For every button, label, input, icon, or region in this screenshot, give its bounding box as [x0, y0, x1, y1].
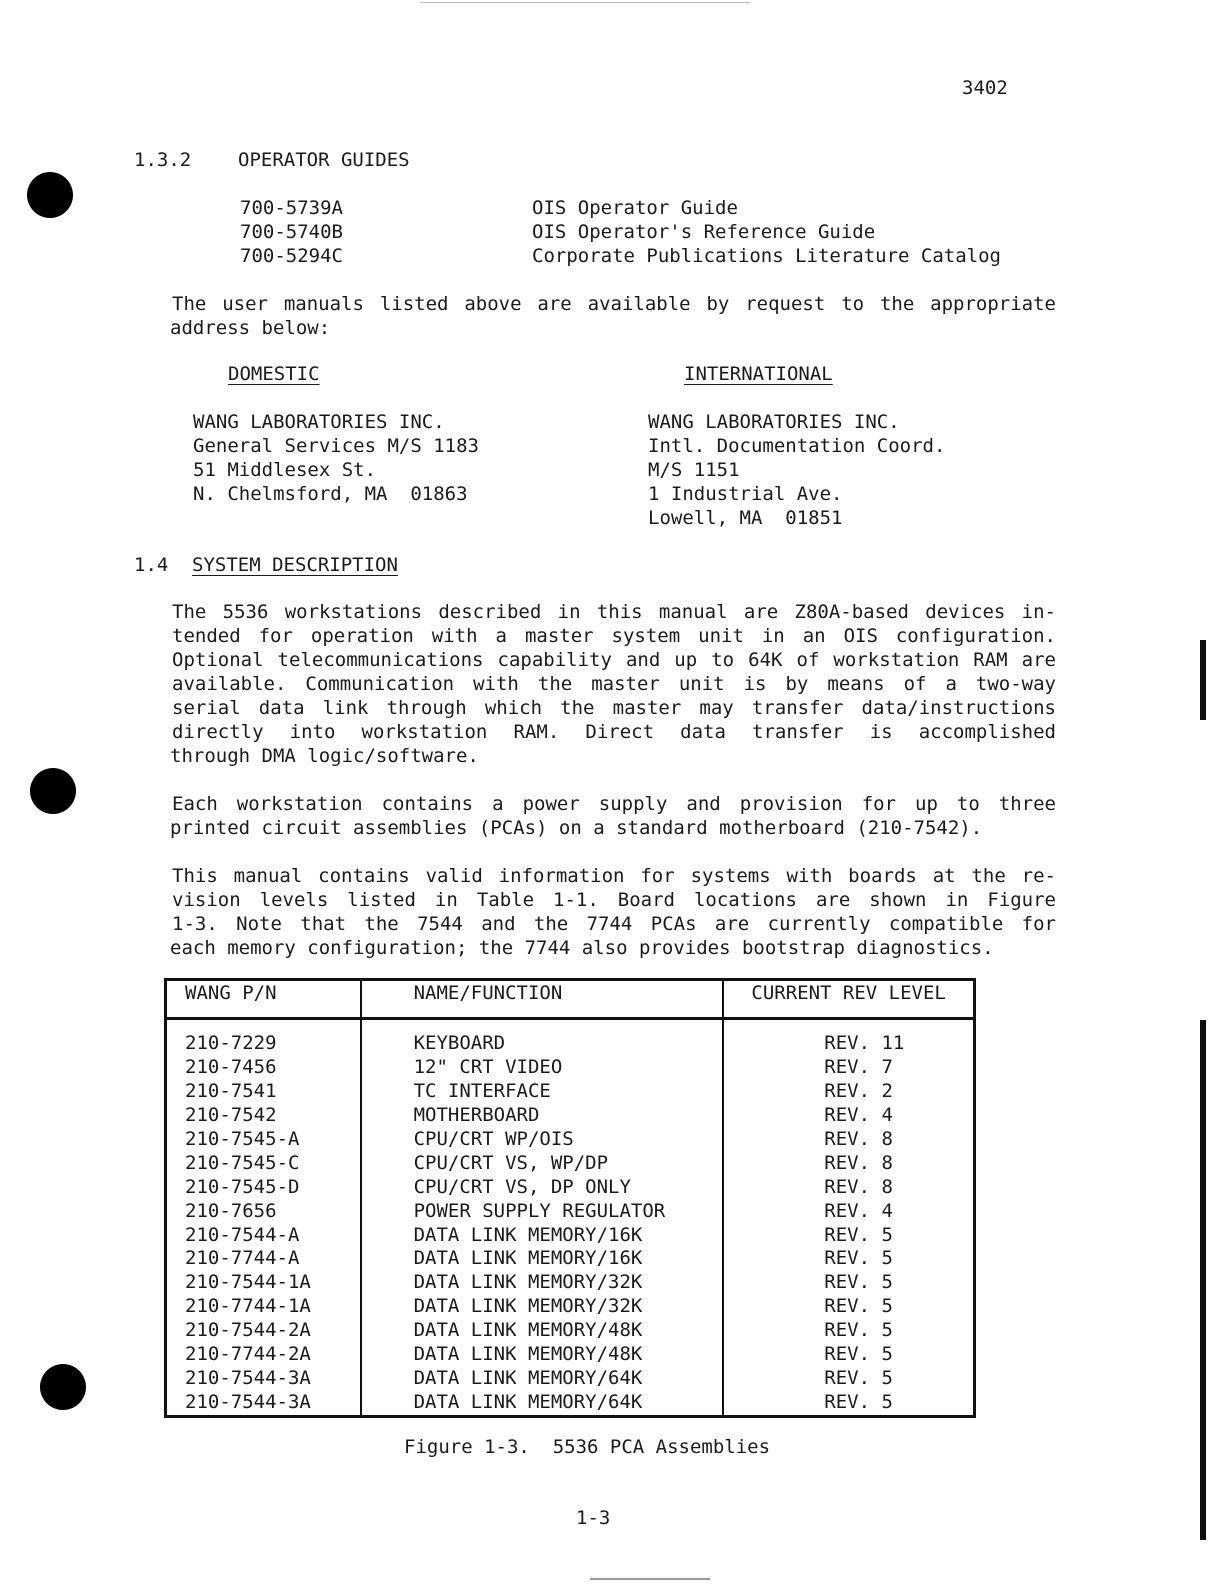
table-row — [166, 1200, 975, 1224]
cell-name-function: DATA LINK MEMORY/64K — [361, 1391, 724, 1417]
table-body — [166, 1019, 975, 1417]
cell-part-number: 210-7744-2A — [166, 1343, 361, 1367]
punch-hole-bottom — [40, 1364, 86, 1410]
international-address-line: M/S 1151 — [648, 459, 740, 481]
cell-rev-level: REV. 5 — [723, 1271, 974, 1295]
scan-top-rule — [420, 2, 750, 3]
international-heading: INTERNATIONAL — [684, 363, 833, 385]
manuals-note-line: address below: — [170, 317, 331, 339]
cell-name-function: CPU/CRT VS, WP/DP — [361, 1152, 724, 1176]
table-row — [166, 1271, 975, 1295]
international-address-line: Intl. Documentation Coord. — [648, 435, 946, 457]
cell-rev-level: REV. 5 — [723, 1295, 974, 1319]
cell-rev-level: REV. 5 — [723, 1343, 974, 1367]
international-address-line: Lowell, MA 01851 — [648, 507, 843, 529]
section-heading-system-description: SYSTEM DESCRIPTION — [192, 554, 398, 576]
table-row — [166, 1080, 975, 1104]
cell-name-function: POWER SUPPLY REGULATOR — [361, 1200, 724, 1224]
punch-hole-middle — [30, 768, 76, 814]
cell-part-number: 210-7456 — [166, 1056, 361, 1080]
table-header-row — [166, 980, 975, 1019]
table-row — [166, 1056, 975, 1080]
cell-rev-level: REV. 2 — [723, 1080, 974, 1104]
cell-rev-level: REV. 5 — [723, 1319, 974, 1343]
cell-name-function: DATA LINK MEMORY/32K — [361, 1271, 724, 1295]
domestic-heading: DOMESTIC — [228, 363, 320, 385]
cell-part-number: 210-7541 — [166, 1080, 361, 1104]
cell-rev-level: REV. 8 — [723, 1176, 974, 1200]
manuals-note-line: The user manuals listed above are available by request to the appropriate — [172, 293, 1056, 315]
cell-part-number: 210-7744-A — [166, 1247, 361, 1271]
cell-rev-level: REV. 4 — [723, 1104, 974, 1128]
guide-part-number: 700-5739A — [240, 197, 343, 219]
cell-rev-level: REV. 8 — [723, 1128, 974, 1152]
cell-name-function: CPU/CRT VS, DP ONLY — [361, 1176, 724, 1200]
table-row — [166, 1391, 975, 1417]
cell-part-number: 210-7545-C — [166, 1152, 361, 1176]
table-row — [166, 1247, 975, 1271]
paragraph-line: tended for operation with a master system unit in an OIS configuration. — [172, 625, 1056, 647]
scan-edge-mark — [1200, 640, 1206, 720]
cell-rev-level: REV. 5 — [723, 1247, 974, 1271]
cell-part-number: 210-7545-A — [166, 1128, 361, 1152]
cell-part-number: 210-7545-D — [166, 1176, 361, 1200]
table-row — [166, 1128, 975, 1152]
paragraph-line: vision levels listed in Table 1-1. Board locations are shown in Figure — [172, 889, 1056, 911]
paragraph-line: printed circuit assemblies (PCAs) on a standard motherboard (210-7542). — [170, 817, 983, 839]
cell-part-number: 210-7544-2A — [166, 1319, 361, 1343]
paragraph-line: each memory configuration; the 7744 also provides bootstrap diagnostics. — [170, 937, 994, 959]
paragraph-line: This manual contains valid information for systems with boards at the re- — [172, 865, 1056, 887]
scan-edge-bar — [1200, 1020, 1206, 1540]
paragraph-line: through DMA logic/software. — [170, 745, 479, 767]
cell-name-function: DATA LINK MEMORY/16K — [361, 1247, 724, 1271]
pca-assemblies-table — [164, 978, 976, 1418]
paragraph-line: directly into workstation RAM. Direct data transfer is accomplished — [172, 721, 1056, 743]
table-row — [166, 1367, 975, 1391]
paragraph-line: serial data link through which the master may transfer data/instructions — [172, 697, 1056, 719]
section-number-1-4: 1.4 — [134, 554, 169, 576]
international-address-line: WANG LABORATORIES INC. — [648, 411, 900, 433]
cell-rev-level: REV. 5 — [723, 1224, 974, 1248]
domestic-address-line: 51 Middlesex St. — [193, 459, 377, 481]
guide-title: Corporate Publications Literature Catalog — [532, 245, 1001, 267]
cell-rev-level: REV. 11 — [723, 1019, 974, 1057]
paragraph-line: 1-3. Note that the 7544 and the 7744 PCAs are currently compatible for — [172, 913, 1056, 935]
column-header-rev-level: CURRENT REV LEVEL — [723, 980, 974, 1019]
cell-part-number: 210-7544-A — [166, 1224, 361, 1248]
cell-part-number: 210-7544-1A — [166, 1271, 361, 1295]
guide-title: OIS Operator Guide — [532, 197, 738, 219]
paragraph-line: The 5536 workstations described in this manual are Z80A-based devices in- — [172, 601, 1056, 623]
scan-bottom-rule — [590, 1578, 710, 1580]
figure-caption: Figure 1-3. 5536 PCA Assemblies — [404, 1436, 771, 1458]
cell-part-number: 210-7229 — [166, 1019, 361, 1057]
paragraph-line: Optional telecommunications capability and up to 64K of workstation RAM are — [172, 649, 1056, 671]
table-row — [166, 1019, 975, 1057]
domestic-address-line: WANG LABORATORIES INC. — [193, 411, 445, 433]
page-number-bottom: 1-3 — [576, 1507, 611, 1529]
cell-name-function: DATA LINK MEMORY/48K — [361, 1319, 724, 1343]
punch-hole-top — [27, 172, 73, 218]
cell-rev-level: REV. 4 — [723, 1200, 974, 1224]
table-row — [166, 1104, 975, 1128]
domestic-address-line: N. Chelmsford, MA 01863 — [193, 483, 468, 505]
paragraph-line: Each workstation contains a power supply and provision for up to three — [172, 793, 1056, 815]
paragraph-line: available. Communication with the master unit is by means of a two-way — [172, 673, 1056, 695]
cell-name-function: CPU/CRT WP/OIS — [361, 1128, 724, 1152]
section-heading-operator-guides: OPERATOR GUIDES — [238, 149, 410, 171]
cell-rev-level: REV. 5 — [723, 1367, 974, 1391]
international-address-line: 1 Industrial Ave. — [648, 483, 843, 505]
table-row — [166, 1224, 975, 1248]
cell-name-function: DATA LINK MEMORY/16K — [361, 1224, 724, 1248]
cell-name-function: 12" CRT VIDEO — [361, 1056, 724, 1080]
cell-part-number: 210-7544-3A — [166, 1367, 361, 1391]
column-header-part-number: WANG P/N — [166, 980, 361, 1019]
cell-part-number: 210-7656 — [166, 1200, 361, 1224]
guide-title: OIS Operator's Reference Guide — [532, 221, 876, 243]
guide-part-number: 700-5294C — [240, 245, 343, 267]
cell-rev-level: REV. 5 — [723, 1391, 974, 1417]
cell-rev-level: REV. 8 — [723, 1152, 974, 1176]
cell-name-function: TC INTERFACE — [361, 1080, 724, 1104]
cell-name-function: DATA LINK MEMORY/48K — [361, 1343, 724, 1367]
cell-name-function: MOTHERBOARD — [361, 1104, 724, 1128]
table-row — [166, 1176, 975, 1200]
column-header-name-function: NAME/FUNCTION — [361, 980, 724, 1019]
table-row — [166, 1319, 975, 1343]
section-number-1-3-2: 1.3.2 — [134, 149, 192, 171]
cell-rev-level: REV. 7 — [723, 1056, 974, 1080]
table-row — [166, 1343, 975, 1367]
cell-name-function: DATA LINK MEMORY/64K — [361, 1367, 724, 1391]
table-row — [166, 1152, 975, 1176]
guide-part-number: 700-5740B — [240, 221, 343, 243]
table-row — [166, 1295, 975, 1319]
cell-part-number: 210-7744-1A — [166, 1295, 361, 1319]
cell-name-function: KEYBOARD — [361, 1019, 724, 1057]
cell-part-number: 210-7542 — [166, 1104, 361, 1128]
cell-name-function: DATA LINK MEMORY/32K — [361, 1295, 724, 1319]
domestic-address-line: General Services M/S 1183 — [193, 435, 479, 457]
cell-part-number: 210-7544-3A — [166, 1391, 361, 1417]
page-number-top: 3402 — [962, 77, 1008, 99]
